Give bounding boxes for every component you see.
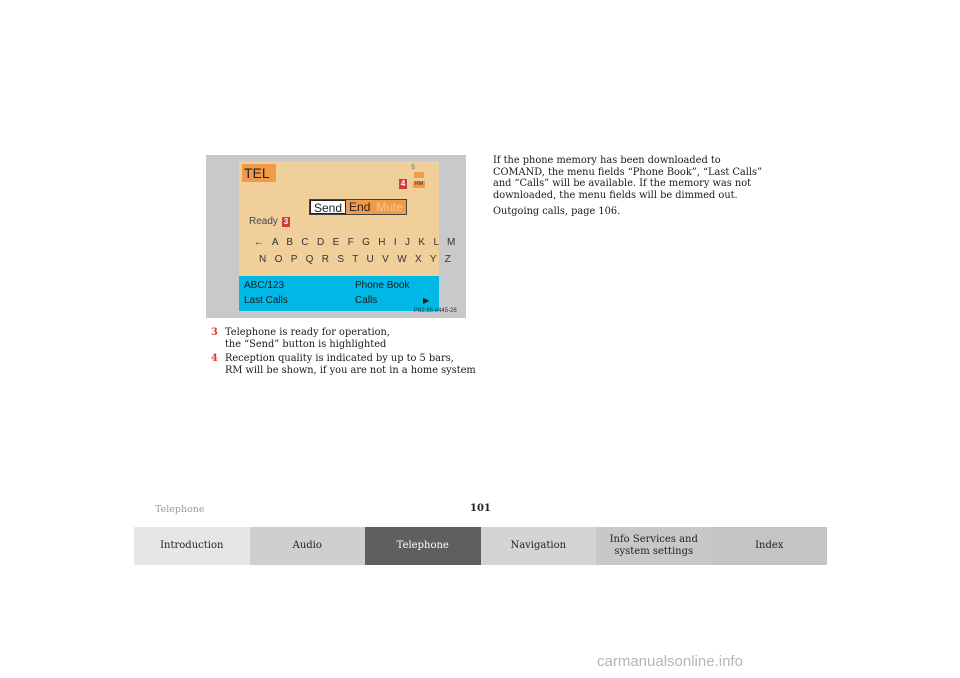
legend-item <box>211 353 481 376</box>
tab-label: Audio <box>292 540 322 551</box>
call-button-row <box>309 199 407 215</box>
menu-phone-book[interactable]: Phone Book <box>355 280 410 291</box>
menu-bar <box>239 276 439 311</box>
text-line: and “Calls” will be available. If the memory was not <box>493 178 752 190</box>
legend-text-line: Reception quality is indicated by up to 5 bars, <box>225 353 454 365</box>
tab-introduction[interactable] <box>134 527 250 565</box>
arrow-right-icon: ▶ <box>423 296 430 305</box>
tab-info-services[interactable] <box>596 527 712 565</box>
body-text <box>493 155 763 223</box>
tab-label: Introduction <box>160 540 224 551</box>
memory-paragraph <box>493 155 763 201</box>
signal-s-label: S <box>411 165 416 171</box>
figure-legend <box>211 327 481 379</box>
text-line: COMAND, the menu fields “Phone Book”, “Last Calls” <box>493 166 763 178</box>
legend-text-line: Telephone is ready for operation, <box>225 327 390 338</box>
mute-button[interactable]: Mute <box>373 200 406 214</box>
running-head: Telephone <box>155 504 205 515</box>
callout-3: 3 <box>283 217 289 226</box>
page-number: 101 <box>470 503 491 514</box>
legend-text-line: the “Send” button is highlighted <box>225 338 387 350</box>
tab-label-line: Info Services and <box>609 534 698 545</box>
tel-title: TEL <box>242 164 276 182</box>
tab-label: Telephone <box>396 540 449 551</box>
text-line: If the phone memory has been downloaded to <box>493 155 721 166</box>
tab-label-line: system settings <box>614 546 694 557</box>
tab-label: Navigation <box>510 540 567 551</box>
roaming-indicator: RM <box>413 181 425 188</box>
menu-abc123[interactable]: ABC/123 <box>244 280 285 291</box>
tab-label <box>610 534 698 558</box>
display-figure <box>206 155 466 318</box>
figure-code: P82.85.6445-26 <box>414 308 457 314</box>
legend-number: 3 <box>211 327 218 338</box>
section-tabs <box>134 527 827 565</box>
menu-calls[interactable]: Calls <box>355 295 378 306</box>
callout-4: 4 <box>400 179 406 188</box>
signal-indicator <box>411 165 431 191</box>
letter-row-1[interactable]: ← A B C D E F G H I J K L M <box>254 237 459 248</box>
send-button[interactable]: Send <box>310 200 346 214</box>
tab-label: Index <box>755 540 784 551</box>
tab-navigation[interactable] <box>481 527 597 565</box>
tab-audio[interactable] <box>250 527 366 565</box>
signal-bars-icon <box>414 172 424 178</box>
legend-number: 4 <box>211 353 218 365</box>
status-ready: Ready <box>249 216 278 227</box>
legend-text-line: RM will be shown, if you are not in a home system <box>225 364 476 376</box>
watermark: carmanualsonline.info <box>597 653 743 670</box>
menu-last-calls[interactable]: Last Calls <box>244 295 288 306</box>
cross-reference[interactable]: Outgoing calls, page 106. <box>493 206 621 218</box>
end-button[interactable]: End <box>346 200 373 214</box>
tab-index[interactable] <box>712 527 828 565</box>
letter-row-2[interactable]: N O P Q R S T U V W X Y Z <box>259 254 454 265</box>
tab-telephone[interactable] <box>365 527 481 565</box>
legend-item <box>211 327 481 350</box>
text-line: downloaded, the menu fields will be dimmed out. <box>493 189 738 201</box>
